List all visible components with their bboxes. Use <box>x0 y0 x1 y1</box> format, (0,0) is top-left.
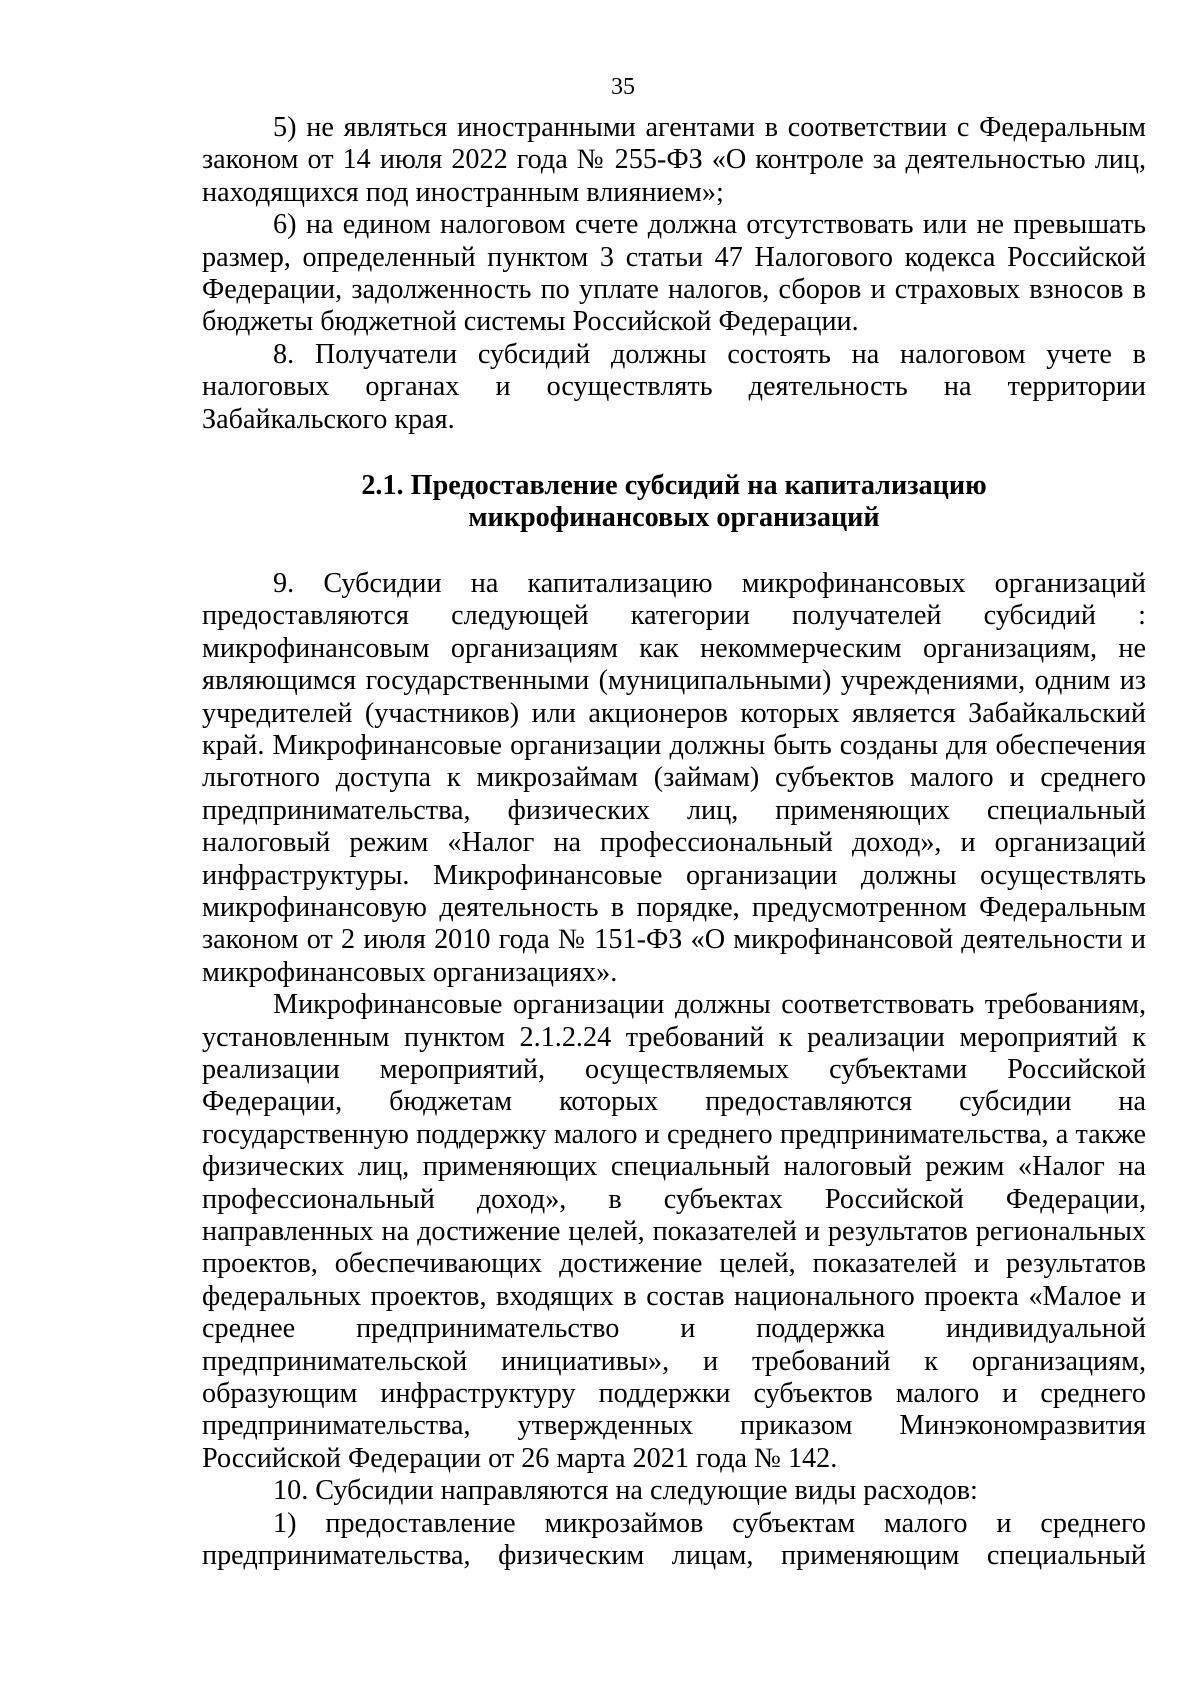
paragraph-clause-10: 10. Субсидии направляются на следующие виды расходов: <box>273 1475 978 1507</box>
paragraph-item-5: 5) не являться иностранными агентами в соответствии с Федеральным законом от 14 июля 2022 года № 255-ФЗ «О контроле за деятельностью лиц, находящихся под иностранным влиянием»; <box>202 112 1146 208</box>
section-heading-line-2: микрофинансовых организаций <box>468 502 880 534</box>
page-number: 35 <box>611 74 635 100</box>
document-body <box>202 112 1146 1572</box>
paragraph-requirements: Микрофинансовые организации должны соответствовать требованиям, установленным пунктом 2.1.2.24 требований к реализации мероприятий к реализации мероприятий, осуществляемых субъектами Российской Федерации, бюджетам которых предоставляются субсидии на государственную поддержку малого и среднего предпринимательства, а также физических лиц, применяющих специальный налоговый режим «Налог на профессиональный доход», в субъектах Российской Федерации, направленных на достижение целей, показателей и результатов региональных проектов, обеспечивающих достижение целей, показателей и результатов федеральных проектов, входящих в состав национального проекта «Малое и среднее предпринимательство и поддержка индивидуальной предпринимательской инициативы», и требований к организациям, образующим инфраструктуру поддержки субъектов малого и среднего предпринимательства, утвержденных приказом Минэкономразвития Российской Федерации от 26 марта 2021 года № 142. <box>202 989 1146 1474</box>
paragraph-clause-9: 9. Субсидии на капитализацию микрофинансовых организаций предоставляются следующей категории получателей субсидий : микрофинансовым организациям как некоммерческим организациям, не являющимся государственными (муниципальными) учреждениями, одним из учредителей (участников) или акционеров которых является Забайкальский край. Микрофинансовые организации должны быть созданы для обеспечения льготного доступа к микрозаймам (займам) субъектов малого и среднего предпринимательства, физических лиц, применяющих специальный налоговый режим «Налог на профессиональный доход», и организаций инфраструктуры. Микрофинансовые организации должны осуществлять микрофинансовую деятельность в порядке, предусмотренном Федеральным законом от 2 июля 2010 года № 151-ФЗ «О микрофинансовой деятельности и микрофинансовых организациях». <box>202 567 1146 988</box>
section-heading-line-1: 2.1. Предоставление субсидий на капитализацию <box>361 470 987 502</box>
section-heading <box>202 470 1146 535</box>
paragraph-clause-8: 8. Получатели субсидий должны состоять на налоговом учете в налоговых органах и осуществлять деятельность на территории Забайкальского края. <box>202 338 1146 435</box>
paragraph-expense-1: 1) предоставление микрозаймов субъектам малого и среднего предпринимательства, физическим лицам, применяющим специальный <box>202 1507 1146 1572</box>
paragraph-item-6: 6) на едином налоговом счете должна отсутствовать или не превышать размер, определенный пунктом 3 статьи 47 Налогового кодекса Российской Федерации, задолженность по уплате налогов, сборов и страховых взносов в бюджеты бюджетной системы Российской Федерации. <box>202 209 1146 338</box>
